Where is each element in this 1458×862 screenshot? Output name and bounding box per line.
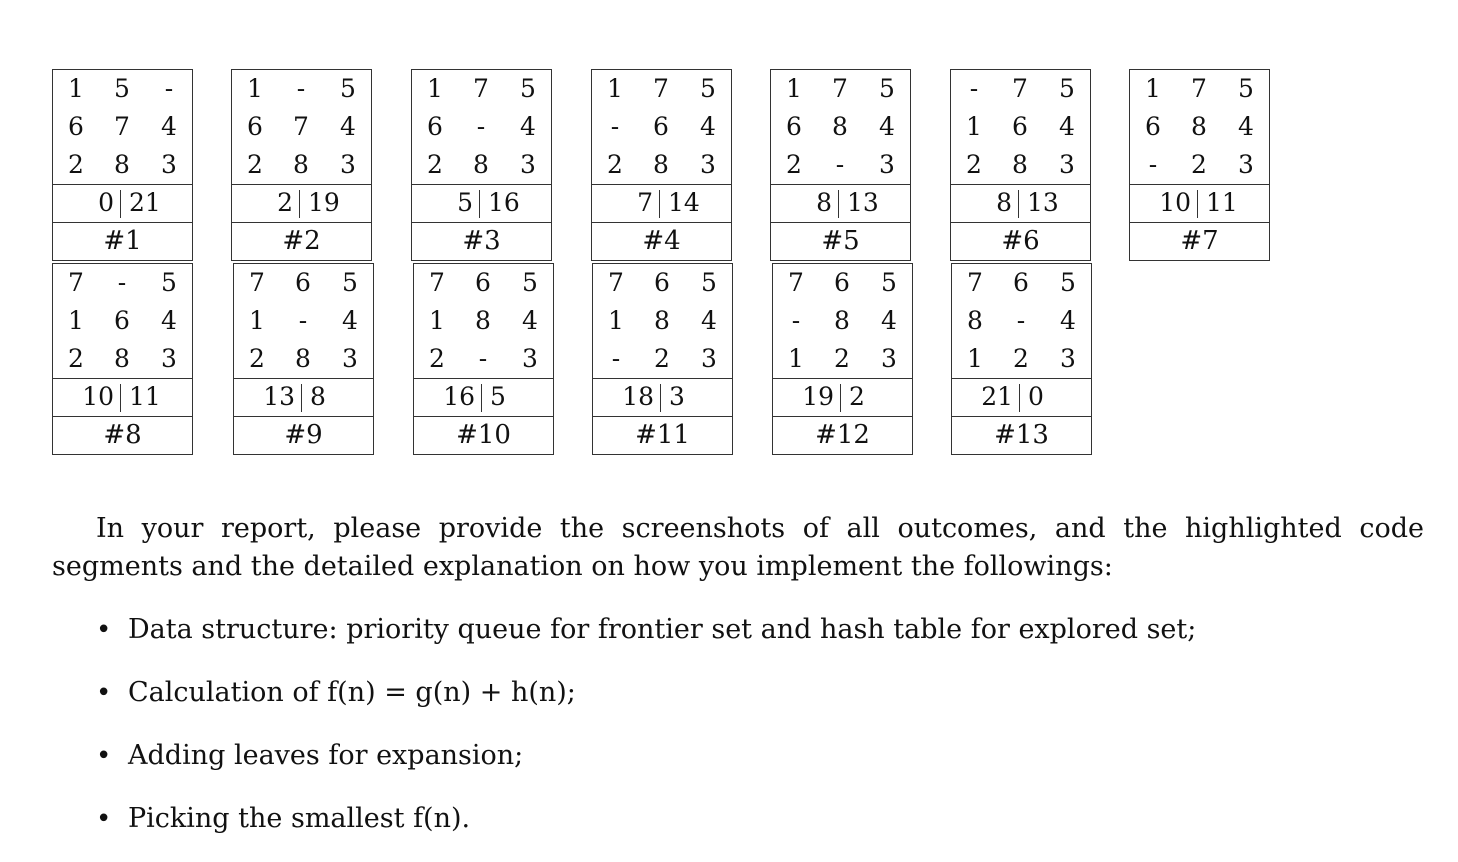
cost-row [53,378,192,417]
tile: 5 [114,74,130,103]
tile: - [478,344,488,373]
tile: 2 [607,150,623,179]
board-label: #11 [635,420,690,450]
tile: 3 [1059,150,1075,179]
cost-divider [301,384,302,412]
puzzle-board [1129,69,1270,261]
puzzle-board [772,263,913,455]
tile-grid [952,264,1091,379]
tile: 8 [295,344,311,373]
puzzle-board [951,263,1092,455]
tile: 6 [427,112,443,141]
board-label: #4 [642,226,681,256]
board-label: #6 [1001,226,1040,256]
cost-row [771,184,910,223]
tile: 6 [247,112,263,141]
cost-divider [1197,190,1198,218]
tile: 7 [967,268,983,297]
tile: 3 [879,150,895,179]
h-cost: 11 [129,382,161,411]
board-label: #3 [462,226,501,256]
cost-divider [840,384,841,412]
tile: 7 [293,112,309,141]
instructions-paragraph: In your report, please provide the screenshots of all outcomes, and the highlighted code segments and the detailed explanation on how you implement the followings: [52,513,1424,582]
h-cost: 8 [310,382,326,411]
tile: - [611,344,621,373]
puzzle-board [233,263,374,455]
board-label: #1 [103,226,142,256]
tile: 2 [1013,344,1029,373]
list-item [96,799,1196,862]
tile: 1 [608,306,624,335]
tile: 4 [522,306,538,335]
tile: 2 [249,344,265,373]
h-cost: 13 [847,188,879,217]
tile: - [969,74,979,103]
g-cost: 10 [1159,188,1191,217]
list-item-text: Calculation of f(n) = g(n) + h(n); [128,677,576,708]
list-item [96,610,1196,673]
tile: 7 [68,268,84,297]
cost-row [412,184,551,223]
list-item [96,673,1196,736]
requirements-list [96,610,1196,862]
cost-divider [838,190,839,218]
tile: 3 [520,150,536,179]
tile: 1 [247,74,263,103]
tile: 4 [879,112,895,141]
tile: 8 [114,344,130,373]
tile: 5 [520,74,536,103]
cost-divider [120,384,121,412]
tile: 5 [881,268,897,297]
board-label: #2 [282,226,321,256]
cost-divider [120,190,121,218]
cost-row [952,378,1091,417]
g-cost: 16 [443,382,475,411]
cost-divider [299,190,300,218]
tile: 1 [427,74,443,103]
h-cost: 21 [129,188,161,217]
tile: 4 [340,112,356,141]
puzzle-board [591,69,732,261]
h-cost: 2 [849,382,865,411]
tile: - [835,150,845,179]
board-label: #8 [103,420,142,450]
board-label: #5 [821,226,860,256]
tile: 8 [473,150,489,179]
tile: 6 [653,112,669,141]
cost-divider [659,190,660,218]
tile: 7 [1012,74,1028,103]
tile: - [610,112,620,141]
tile-grid [592,70,731,185]
tile: 2 [786,150,802,179]
tile-grid [1130,70,1269,185]
h-cost: 3 [669,382,685,411]
tile: 5 [522,268,538,297]
tile: 4 [161,112,177,141]
g-cost: 7 [637,188,653,217]
tile: 4 [881,306,897,335]
cost-row [773,378,912,417]
board-label: #10 [456,420,511,450]
tile: 6 [295,268,311,297]
list-item-text: Adding leaves for expansion; [128,740,524,771]
tile: 7 [114,112,130,141]
tile: 2 [429,344,445,373]
puzzle-board [52,69,193,261]
board-label: #12 [815,420,870,450]
cost-row [414,378,553,417]
tile: 7 [608,268,624,297]
tile: 4 [1060,306,1076,335]
tile: 2 [427,150,443,179]
tile: 8 [834,306,850,335]
h-cost: 14 [668,188,700,217]
tile: 4 [701,306,717,335]
cost-divider [481,384,482,412]
tile-grid [53,264,192,379]
bullet-icon: • [96,615,112,645]
h-cost: 19 [308,188,340,217]
cost-divider [479,190,480,218]
tile: 2 [247,150,263,179]
tile: 5 [1238,74,1254,103]
tile: 6 [834,268,850,297]
tile: 5 [1060,268,1076,297]
tile: 1 [68,306,84,335]
list-item [96,736,1196,799]
g-cost: 5 [457,188,473,217]
tile: 3 [1060,344,1076,373]
g-cost: 21 [981,382,1013,411]
tile: 2 [68,150,84,179]
tile: 4 [1238,112,1254,141]
tile: 1 [249,306,265,335]
tile: 3 [881,344,897,373]
tile: 8 [832,112,848,141]
tile: 1 [429,306,445,335]
tile: 8 [475,306,491,335]
tile: 1 [607,74,623,103]
tile: - [164,74,174,103]
list-item-text: Data structure: priority queue for frontier set and hash table for explored set; [128,614,1197,645]
tile: 6 [654,268,670,297]
tile: 3 [161,344,177,373]
tile: 4 [520,112,536,141]
tile-grid [593,264,732,379]
tile: 1 [1145,74,1161,103]
tile: 2 [654,344,670,373]
g-cost: 0 [98,188,114,217]
tile: 4 [1059,112,1075,141]
tile: - [476,112,486,141]
tile: 7 [249,268,265,297]
tile: 7 [832,74,848,103]
tile: 8 [654,306,670,335]
tile: 1 [966,112,982,141]
h-cost: 13 [1027,188,1059,217]
cost-row [1130,184,1269,223]
puzzle-board [413,263,554,455]
tile: 6 [114,306,130,335]
g-cost: 10 [82,382,114,411]
tile: 5 [701,268,717,297]
tile: 7 [1191,74,1207,103]
tile: 8 [1012,150,1028,179]
tile-grid [232,70,371,185]
cost-row [53,184,192,223]
g-cost: 2 [277,188,293,217]
tile: 5 [340,74,356,103]
tile-grid [951,70,1090,185]
tile: 1 [68,74,84,103]
tile: - [298,306,308,335]
cost-divider [660,384,661,412]
tile: - [1016,306,1026,335]
tile: 5 [161,268,177,297]
puzzle-board [770,69,911,261]
tile: 4 [161,306,177,335]
tile: 2 [966,150,982,179]
cost-divider [1019,384,1020,412]
tile: 8 [293,150,309,179]
bullet-icon: • [96,804,112,834]
tile: 6 [786,112,802,141]
tile: 3 [1238,150,1254,179]
tile: 5 [700,74,716,103]
tile: 6 [68,112,84,141]
puzzle-board [231,69,372,261]
g-cost: 18 [622,382,654,411]
h-cost: 11 [1206,188,1238,217]
tile: 6 [1145,112,1161,141]
tile: 2 [68,344,84,373]
puzzle-board [52,263,193,455]
g-cost: 19 [802,382,834,411]
cost-divider [1018,190,1019,218]
puzzle-board [411,69,552,261]
tile: 5 [342,268,358,297]
tile: 2 [1191,150,1207,179]
board-label: #9 [284,420,323,450]
puzzle-board [950,69,1091,261]
tile-grid [771,70,910,185]
cost-row [593,378,732,417]
g-cost: 8 [816,188,832,217]
h-cost: 0 [1028,382,1044,411]
bullet-icon: • [96,741,112,771]
tile: 3 [340,150,356,179]
tile: - [1148,150,1158,179]
tile-grid [53,70,192,185]
cost-row [234,378,373,417]
tile: 1 [786,74,802,103]
tile: 8 [114,150,130,179]
tile-grid [414,264,553,379]
tile: 5 [879,74,895,103]
board-label: #13 [994,420,1049,450]
tile: 4 [342,306,358,335]
tile: 3 [342,344,358,373]
tile: 1 [967,344,983,373]
tile-grid [412,70,551,185]
board-label: #7 [1180,226,1219,256]
tile: 7 [788,268,804,297]
tile: 4 [700,112,716,141]
cost-row [592,184,731,223]
tile: 3 [161,150,177,179]
bullet-icon: • [96,678,112,708]
tile-grid [773,264,912,379]
tile: 1 [788,344,804,373]
tile: 5 [1059,74,1075,103]
cost-row [232,184,371,223]
tile: 6 [475,268,491,297]
tile: 8 [653,150,669,179]
tile: 6 [1012,112,1028,141]
tile: 3 [701,344,717,373]
tile: 7 [653,74,669,103]
list-item-text: Picking the smallest f(n). [128,803,471,834]
g-cost: 8 [996,188,1012,217]
puzzle-board [592,263,733,455]
g-cost: 13 [263,382,295,411]
tile: 7 [429,268,445,297]
h-cost: 5 [490,382,506,411]
tile: 2 [834,344,850,373]
tile: - [791,306,801,335]
h-cost: 16 [488,188,520,217]
cost-row [951,184,1090,223]
tile-grid [234,264,373,379]
tile: 6 [1013,268,1029,297]
tile: 3 [522,344,538,373]
tile: 3 [700,150,716,179]
tile: 7 [473,74,489,103]
tile: 8 [967,306,983,335]
tile: 8 [1191,112,1207,141]
tile: - [117,268,127,297]
tile: - [296,74,306,103]
